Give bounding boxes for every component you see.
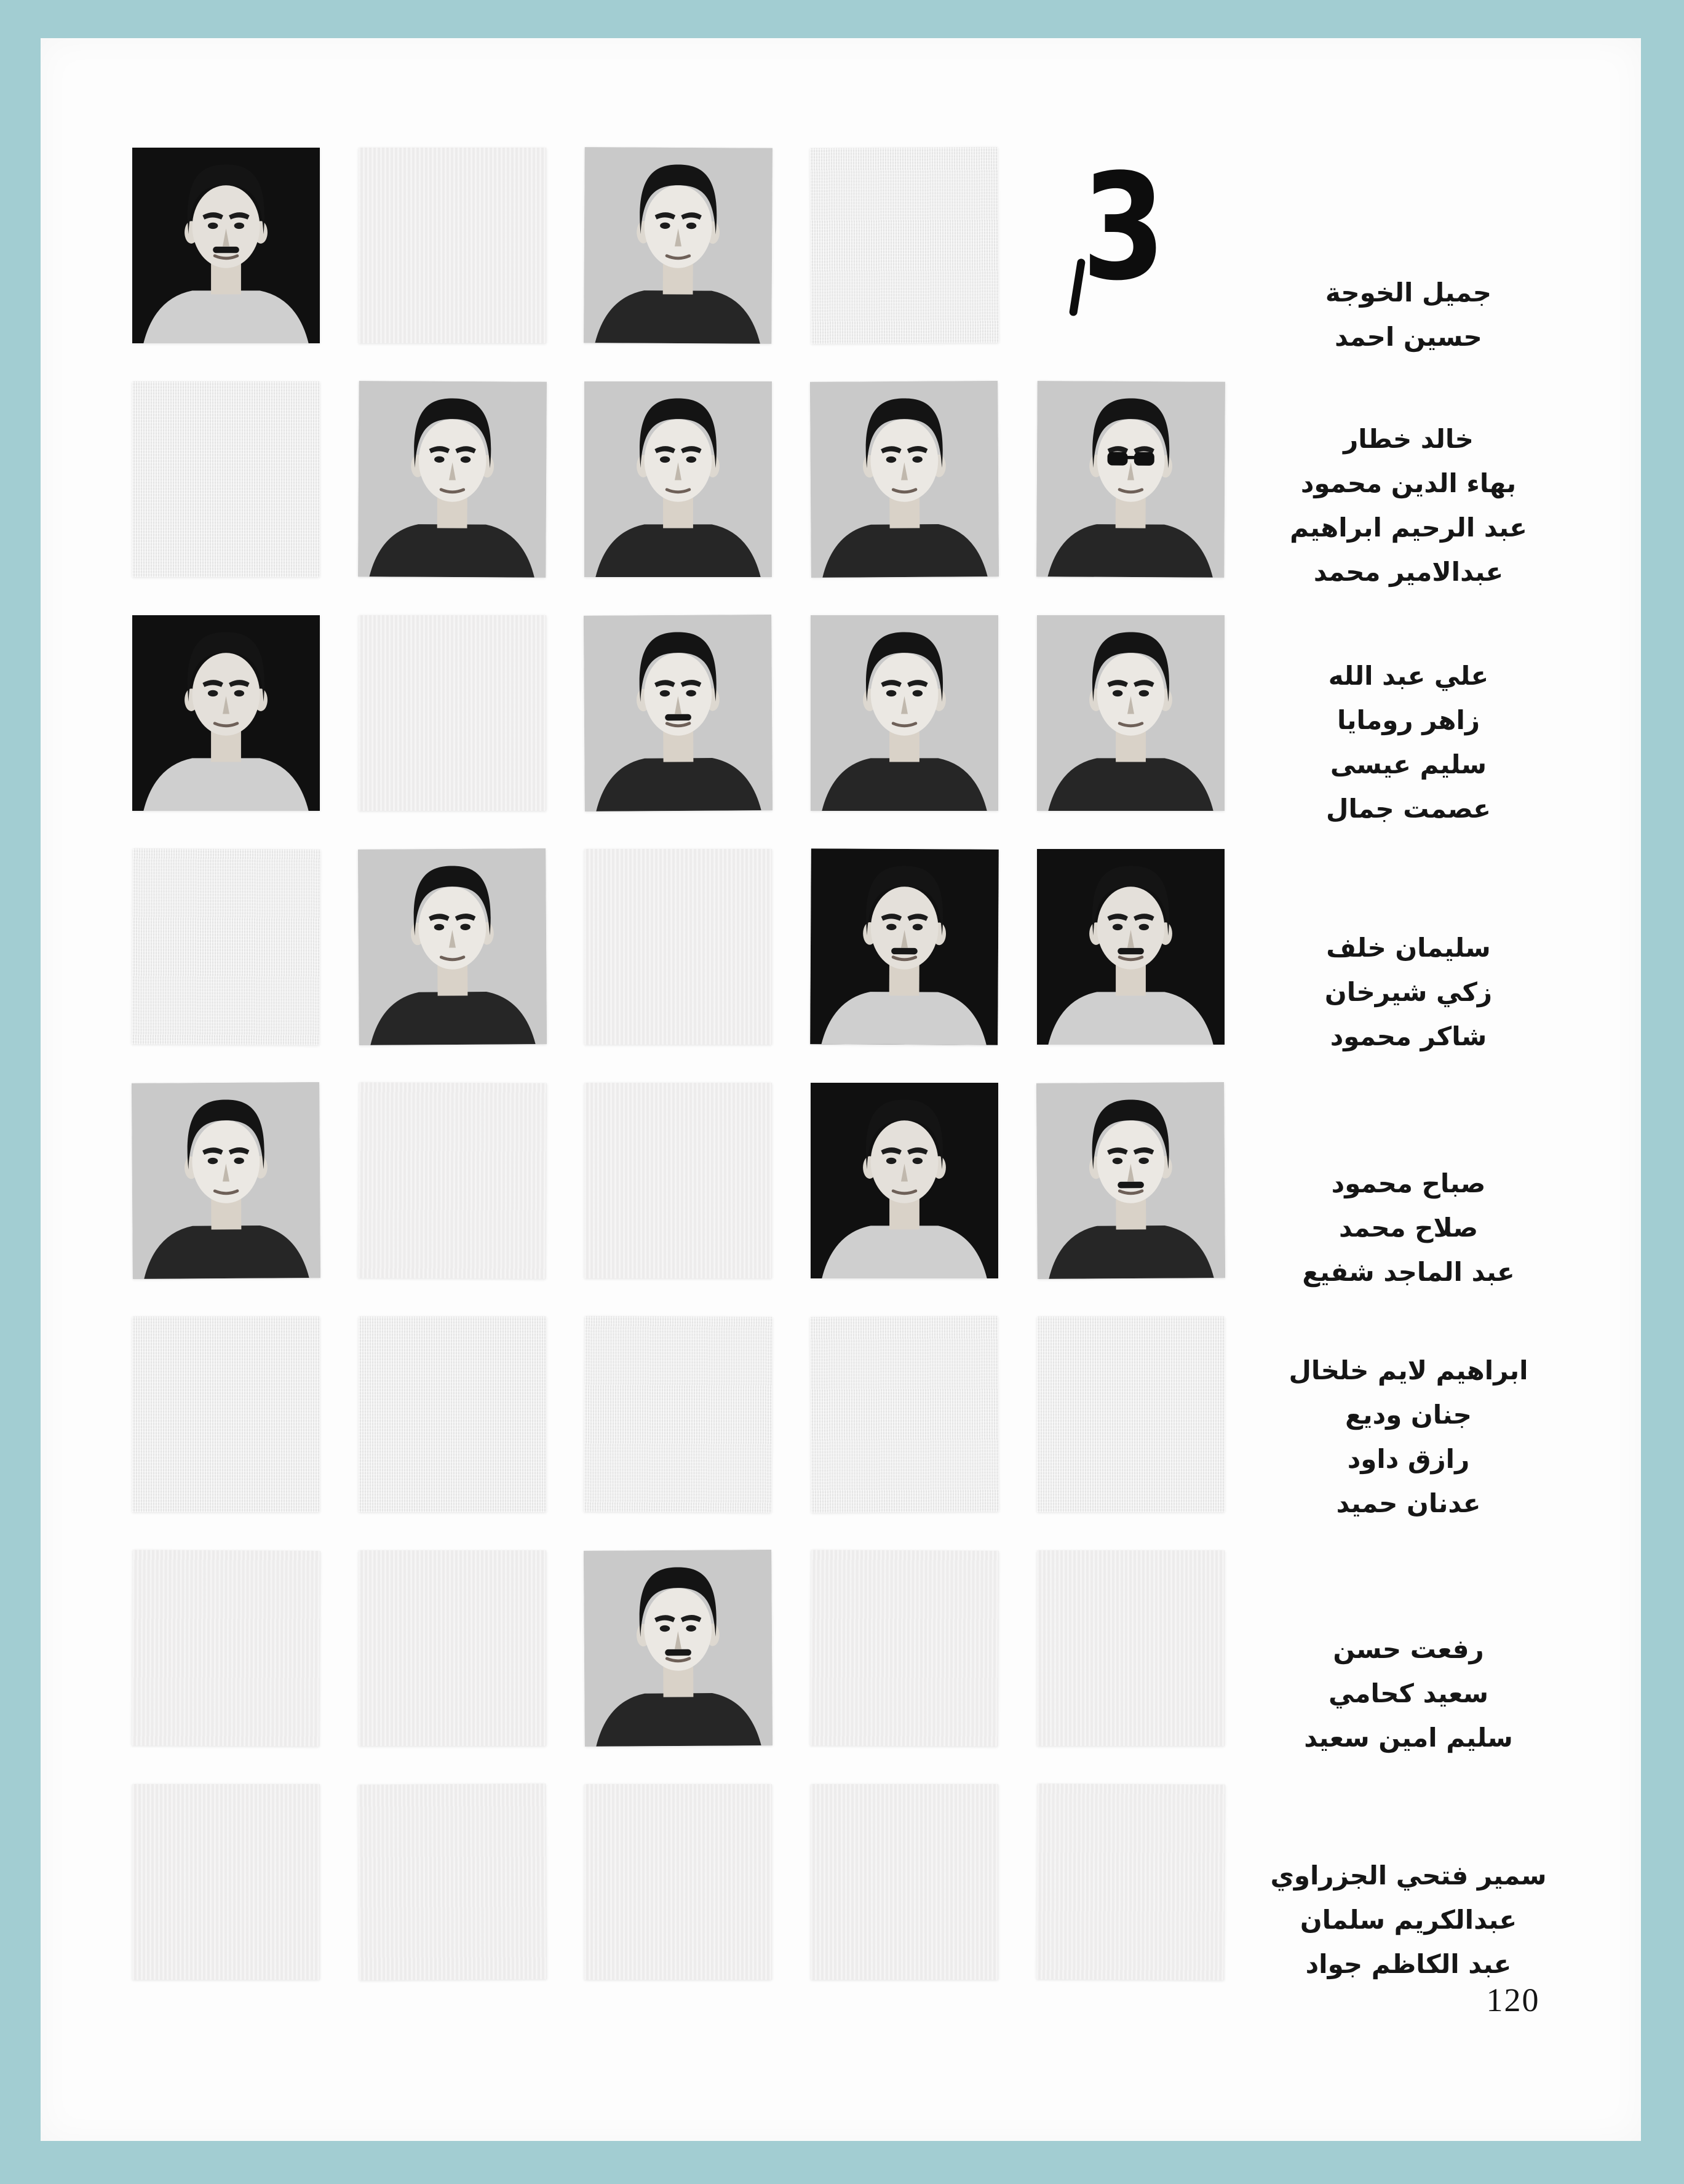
empty-photo-frame [359, 615, 546, 811]
student-name: سليمان خلف [1326, 933, 1491, 963]
portrait-photo [1036, 1082, 1225, 1279]
portrait-photo [811, 1083, 998, 1278]
student-name: علي عبد الله [1328, 661, 1489, 691]
empty-photo-frame [584, 1083, 772, 1278]
empty-photo-frame [810, 147, 999, 344]
student-name: عبد الرحيم ابراهيم [1290, 512, 1527, 543]
name-group [1236, 271, 1581, 359]
person-portrait-icon [584, 381, 772, 577]
student-name: عبدالكريم سلمان [1300, 1905, 1517, 1935]
empty-photo-frame [359, 148, 546, 343]
empty-photo-frame [132, 1784, 320, 1980]
student-name: عبد الماجد شفيع [1302, 1257, 1515, 1287]
person-portrait-icon [1036, 381, 1225, 578]
empty-photo-frame [132, 1550, 320, 1747]
empty-photo-frame [1036, 1783, 1225, 1980]
portrait-photo [584, 381, 772, 577]
empty-photo-frame [811, 1784, 998, 1980]
person-portrait-icon [132, 148, 320, 343]
empty-photo-frame [584, 1316, 772, 1513]
person-portrait-icon [810, 848, 999, 1045]
name-group [1236, 926, 1581, 1059]
student-name: صلاح محمد [1338, 1213, 1479, 1243]
person-portrait-icon [132, 1082, 320, 1279]
portrait-photo [810, 848, 999, 1045]
student-name: زكي شيرخان [1324, 977, 1493, 1007]
student-name: سعيد كحامي [1329, 1678, 1488, 1708]
empty-photo-frame [359, 1550, 546, 1746]
portrait-photo [584, 615, 772, 811]
person-portrait-icon [811, 1083, 998, 1278]
empty-photo-frame [810, 1316, 999, 1513]
student-name: جنان وديع [1345, 1400, 1472, 1430]
name-group [1236, 1349, 1581, 1526]
student-name: سليم عيسى [1330, 749, 1487, 779]
empty-photo-frame [132, 1317, 320, 1512]
name-group [1236, 1854, 1581, 1987]
portrait-photo [584, 147, 772, 344]
portrait-photo [358, 381, 547, 578]
student-name: رفعت حسن [1333, 1634, 1484, 1664]
page-number: 120 [1486, 1982, 1540, 2019]
portrait-photo [810, 381, 999, 578]
student-name: عبدالامير محمد [1313, 557, 1504, 587]
empty-photo-frame [584, 1784, 772, 1980]
student-name: جميل الخوجة [1325, 277, 1492, 308]
student-name: صباح محمود [1331, 1168, 1486, 1198]
portrait-photo [1037, 615, 1225, 811]
empty-photo-frame [584, 849, 772, 1045]
portrait-photo [1036, 381, 1225, 578]
person-portrait-icon [1037, 615, 1225, 811]
student-name: رازق داود [1347, 1444, 1470, 1474]
person-portrait-icon [358, 381, 547, 578]
portrait-photo [358, 848, 547, 1045]
student-name: زاهر رومايا [1336, 705, 1480, 735]
student-name: خالد خطار [1343, 424, 1474, 454]
student-name: عصمت جمال [1326, 794, 1491, 824]
person-portrait-icon [584, 147, 772, 344]
student-name: شاكر محمود [1330, 1021, 1487, 1051]
person-portrait-icon [1037, 849, 1225, 1045]
empty-photo-frame [359, 1317, 546, 1512]
student-name: عبد الكاظم جواد [1305, 1949, 1512, 1979]
empty-photo-frame [132, 381, 320, 577]
student-name: سليم امين سعيد [1304, 1723, 1513, 1753]
student-name: بهاء الدين محمود [1300, 468, 1517, 498]
person-portrait-icon [358, 848, 547, 1045]
student-name: عدنان حميد [1336, 1488, 1481, 1518]
person-portrait-icon [584, 615, 772, 811]
person-portrait-icon [1036, 1082, 1225, 1279]
person-portrait-icon [811, 615, 998, 811]
portrait-photo [132, 615, 320, 811]
name-group [1236, 654, 1581, 831]
student-name: ابراهيم لايم خلخال [1289, 1355, 1528, 1385]
empty-photo-frame [810, 1550, 999, 1747]
empty-photo-frame [358, 1082, 547, 1279]
person-portrait-icon [132, 615, 320, 811]
empty-photo-frame [1037, 1317, 1225, 1512]
person-portrait-icon [810, 381, 999, 578]
empty-photo-frame [358, 1783, 547, 1980]
portrait-photo [584, 1550, 772, 1747]
student-name: حسين احمد [1335, 322, 1482, 352]
name-group [1236, 417, 1581, 594]
section-number: 3 [1082, 143, 1166, 313]
portrait-photo [811, 615, 998, 811]
portrait-photo [1037, 849, 1225, 1045]
person-portrait-icon [584, 1550, 772, 1747]
empty-photo-frame [1037, 1550, 1225, 1746]
empty-photo-frame [132, 848, 320, 1045]
name-group [1236, 1627, 1581, 1760]
student-name: سمير فتحي الجزراوي [1270, 1860, 1547, 1891]
portrait-photo [132, 148, 320, 343]
name-group [1236, 1162, 1581, 1294]
portrait-photo [132, 1082, 320, 1279]
